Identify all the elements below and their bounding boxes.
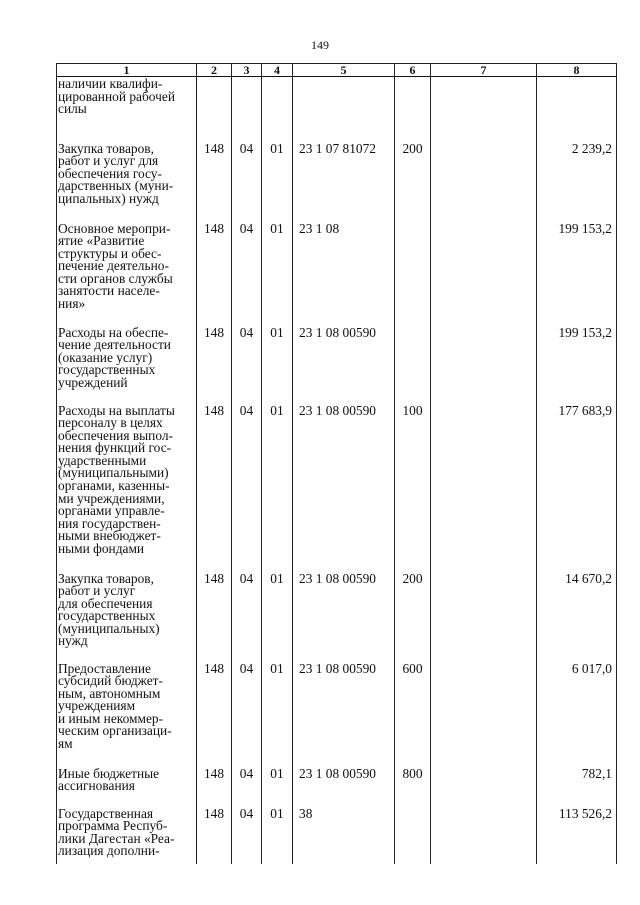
target-article-cell: 23 1 07 81072 xyxy=(293,139,395,219)
col7-cell xyxy=(431,77,537,139)
budget-table xyxy=(56,63,617,864)
col3-cell: 04 xyxy=(232,139,262,219)
col2-cell xyxy=(197,77,232,139)
amount-cell: 6 017,0 xyxy=(537,659,617,764)
table-header-row xyxy=(57,64,617,77)
amount-cell: 782,1 xyxy=(537,764,617,804)
row-name-text: Закупка товаров, работ и услуг для обеспечения госу- дарственных (муни- ципальных) нужд xyxy=(58,140,174,206)
col7-cell xyxy=(431,659,537,764)
col4-cell: 01 xyxy=(262,804,293,864)
col3-cell: 04 xyxy=(232,804,262,864)
row-name-text: Государственная программа Респуб- лики Дагестан «Реа- лизация дополни- xyxy=(58,805,175,859)
target-article-cell: 23 1 08 00590 xyxy=(293,764,395,804)
col4-cell: 01 xyxy=(262,401,293,569)
expense-type-cell: 600 xyxy=(395,659,431,764)
col3-cell: 04 xyxy=(232,659,262,764)
col2-cell: 148 xyxy=(197,804,232,864)
row-name-text: Расходы на обеспе- чение деятельности (оказание услуг) государственных учреждений xyxy=(58,324,171,390)
column-header-6: 6 xyxy=(395,64,431,77)
table-row xyxy=(57,401,617,569)
row-name-cell xyxy=(57,77,197,139)
table-row xyxy=(57,323,617,401)
target-article-cell: 23 1 08 00590 xyxy=(293,401,395,569)
column-header-5: 5 xyxy=(293,64,395,77)
table-row xyxy=(57,804,617,864)
amount-cell: 113 526,2 xyxy=(537,804,617,864)
col3-cell: 04 xyxy=(232,219,262,323)
amount-cell: 2 239,2 xyxy=(537,139,617,219)
row-name-text: Расходы на выплаты персоналу в целях обеспечения выпол- нения функций гос- ударственными (муниципальными) органами, казенны- ми учреждениями, органами управле- ния государствен- ными внебюджет- ными фондами xyxy=(58,402,175,557)
col2-cell: 148 xyxy=(197,139,232,219)
expense-type-cell xyxy=(395,219,431,323)
row-name-cell xyxy=(57,323,197,401)
row-name-cell xyxy=(57,804,197,864)
column-header-7: 7 xyxy=(431,64,537,77)
col2-cell: 148 xyxy=(197,659,232,764)
row-name-text: Иные бюджетные ассигнования xyxy=(58,765,160,794)
col2-cell: 148 xyxy=(197,764,232,804)
expense-type-cell xyxy=(395,77,431,139)
col2-cell: 148 xyxy=(197,569,232,659)
target-article-cell: 23 1 08 00590 xyxy=(293,323,395,401)
col7-cell xyxy=(431,569,537,659)
expense-type-cell: 200 xyxy=(395,139,431,219)
amount-cell: 199 153,2 xyxy=(537,323,617,401)
col7-cell xyxy=(431,219,537,323)
col4-cell: 01 xyxy=(262,569,293,659)
table-row xyxy=(57,569,617,659)
target-article-cell: 38 xyxy=(293,804,395,864)
column-header-4: 4 xyxy=(262,64,293,77)
amount-cell: 177 683,9 xyxy=(537,401,617,569)
row-name-cell xyxy=(57,569,197,659)
col4-cell: 01 xyxy=(262,219,293,323)
table-row xyxy=(57,764,617,804)
col2-cell: 148 xyxy=(197,219,232,323)
col7-cell xyxy=(431,401,537,569)
col4-cell: 01 xyxy=(262,659,293,764)
col4-cell xyxy=(262,77,293,139)
row-name-cell xyxy=(57,139,197,219)
table-row xyxy=(57,77,617,139)
row-name-cell xyxy=(57,659,197,764)
col3-cell: 04 xyxy=(232,401,262,569)
amount-cell xyxy=(537,77,617,139)
row-name-text: наличии квалифи- цированной рабочей силы xyxy=(58,76,175,117)
col3-cell: 04 xyxy=(232,323,262,401)
col4-cell: 01 xyxy=(262,764,293,804)
col3-cell: 04 xyxy=(232,764,262,804)
table-row xyxy=(57,219,617,323)
row-name-text: Основное меропри- ятие «Развитие структуры и обес- печение деятельно- сти органов службы занятости населе- ния» xyxy=(58,220,173,312)
table-row xyxy=(57,139,617,219)
row-name-cell xyxy=(57,764,197,804)
col7-cell xyxy=(431,323,537,401)
expense-type-cell xyxy=(395,323,431,401)
column-header-2: 2 xyxy=(197,64,232,77)
expense-type-cell: 100 xyxy=(395,401,431,569)
col4-cell: 01 xyxy=(262,323,293,401)
column-header-8: 8 xyxy=(537,64,617,77)
col7-cell xyxy=(431,804,537,864)
target-article-cell: 23 1 08 00590 xyxy=(293,569,395,659)
row-name-text: Предоставление субсидий бюджет- ным, автономным учреждениям и иным некоммер- ческим организаци- ям xyxy=(58,660,172,752)
expense-type-cell: 800 xyxy=(395,764,431,804)
target-article-cell xyxy=(293,77,395,139)
row-name-text: Закупка товаров, работ и услуг для обеспечения государственных (муниципальных) нужд xyxy=(58,570,160,649)
column-header-3: 3 xyxy=(232,64,262,77)
col2-cell: 148 xyxy=(197,401,232,569)
target-article-cell: 23 1 08 xyxy=(293,219,395,323)
target-article-cell: 23 1 08 00590 xyxy=(293,659,395,764)
expense-type-cell: 200 xyxy=(395,569,431,659)
expense-type-cell xyxy=(395,804,431,864)
amount-cell: 199 153,2 xyxy=(537,219,617,323)
row-name-cell xyxy=(57,219,197,323)
col3-cell xyxy=(232,77,262,139)
col7-cell xyxy=(431,764,537,804)
col3-cell: 04 xyxy=(232,569,262,659)
column-header-1: 1 xyxy=(57,64,197,77)
table-row xyxy=(57,659,617,764)
col2-cell: 148 xyxy=(197,323,232,401)
col7-cell xyxy=(431,139,537,219)
amount-cell: 14 670,2 xyxy=(537,569,617,659)
row-name-cell xyxy=(57,401,197,569)
col4-cell: 01 xyxy=(262,139,293,219)
page-number: 149 xyxy=(311,38,329,52)
